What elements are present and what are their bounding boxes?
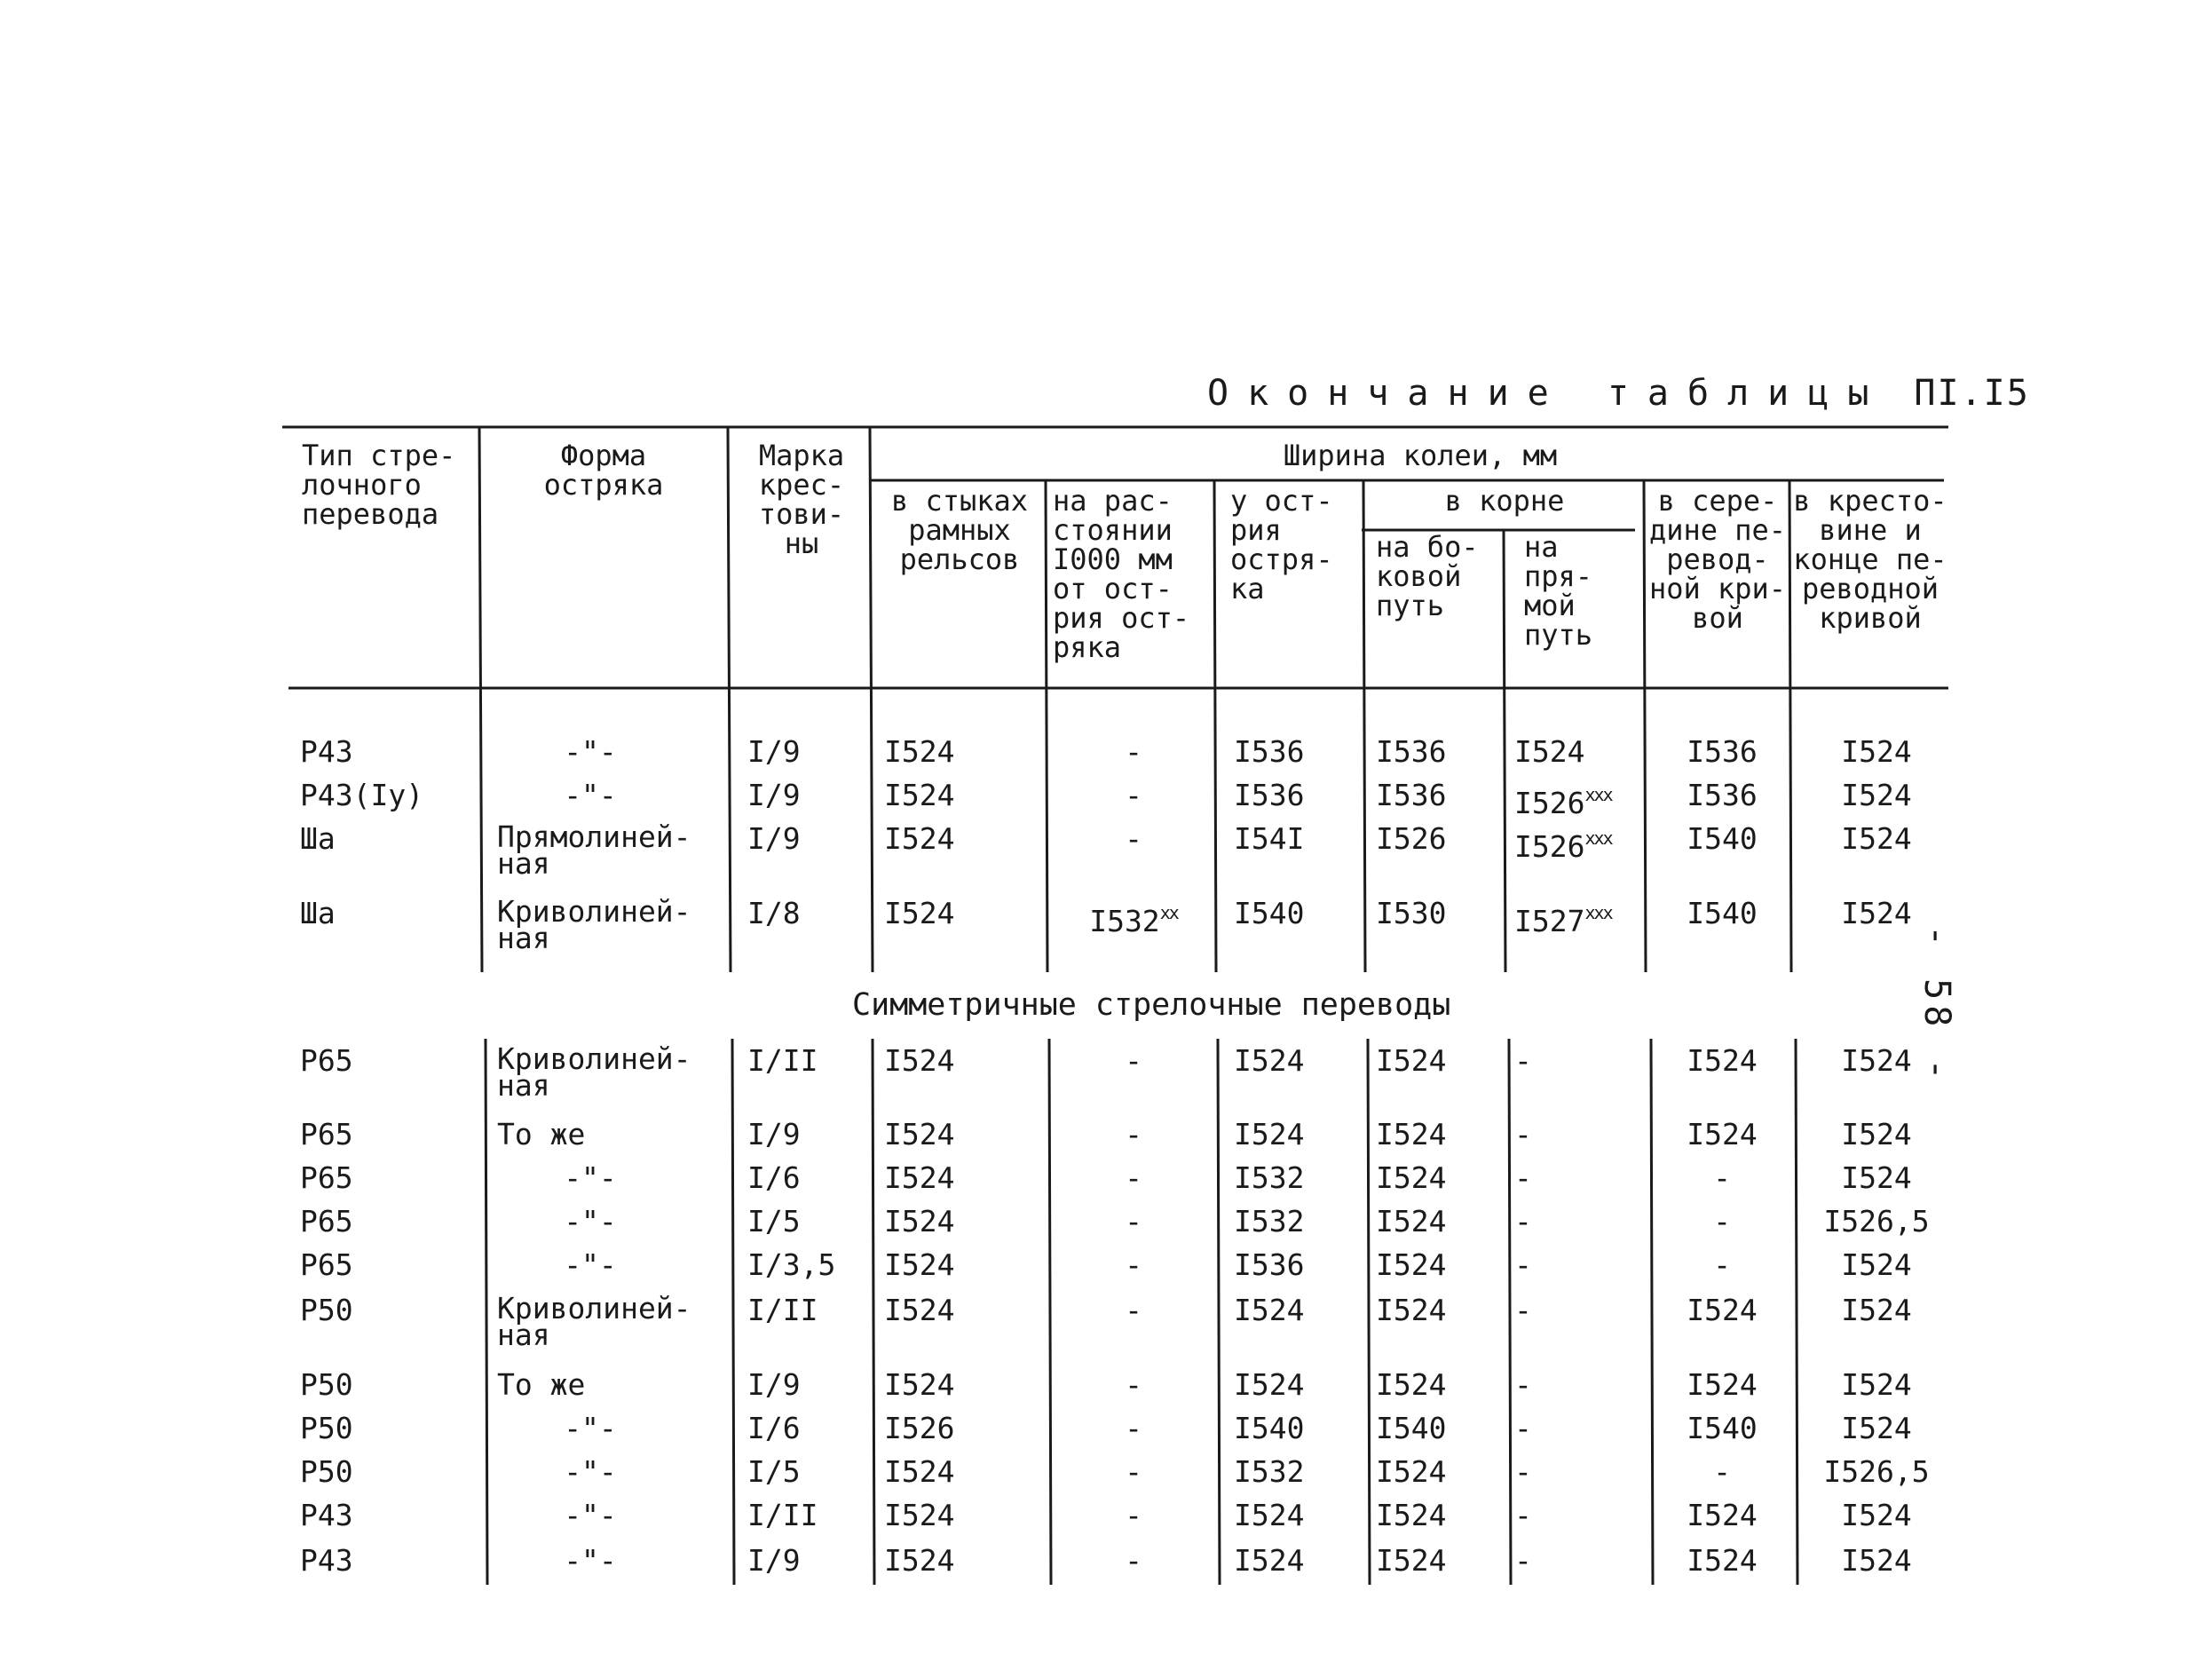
cell-distance: -	[1125, 1367, 1142, 1402]
cell-frog-end: I524	[1841, 1247, 1912, 1282]
cell-frog-end: I524	[1841, 1498, 1912, 1532]
footnote-mark: xx	[1159, 902, 1178, 923]
cell-type: Ша	[300, 821, 336, 856]
cell-type: Р50	[300, 1454, 353, 1489]
header-form: Форма остряка	[543, 439, 664, 502]
cell-straight: -	[1514, 1117, 1532, 1152]
header-frog-end: в кресто- вине и конце пе- реводной кривой	[1793, 484, 1947, 635]
cell-straight: I527$^{xxx}$	[1514, 902, 1612, 938]
cell-form: -"-	[564, 1454, 617, 1489]
cell-frog-end: I526,5	[1823, 1454, 1930, 1489]
header-middle-curve: в сере- дине пе- ревод- ной кри- вой	[1648, 484, 1787, 635]
cell-type: Р50	[300, 1411, 353, 1445]
cell-form: То же	[497, 1117, 586, 1152]
cell-distance: -	[1125, 1204, 1142, 1239]
cell-mark: I/6	[747, 1160, 801, 1195]
cell-mark: I/9	[747, 1117, 801, 1152]
cell-joints: I524	[884, 1160, 955, 1195]
section-title: Симметричные стрелочные переводы	[852, 987, 1451, 1023]
cell-form: Криволиней- ная	[497, 1041, 691, 1103]
cell-middle: I524	[1687, 1117, 1758, 1152]
cell-mark: I/9	[747, 1543, 801, 1578]
cell-mark: I/6	[747, 1411, 801, 1445]
cell-frog-end: I524	[1841, 821, 1912, 856]
footnote-mark: xxx	[1584, 902, 1612, 923]
cell-tip: I524	[1234, 1293, 1305, 1327]
cell-type: Р50	[300, 1367, 353, 1402]
table-number: ПI.I5	[1914, 373, 2030, 414]
cell-joints: I524	[884, 1543, 955, 1578]
cell-middle: I540	[1687, 821, 1758, 856]
cell-frog-end: I526,5	[1823, 1204, 1930, 1239]
cell-tip: I524	[1234, 1367, 1305, 1402]
cell-straight: -	[1514, 1498, 1532, 1532]
cell-joints: I524	[884, 1498, 955, 1532]
cell-tip: I532	[1234, 1204, 1305, 1239]
cell-type: Р43(Iу)	[300, 778, 424, 812]
cell-straight: -	[1514, 1543, 1532, 1578]
header-side-track: на бо- ковой путь	[1376, 530, 1479, 622]
cell-form: Прямолиней- ная	[497, 819, 691, 881]
cell-frog-end: I524	[1841, 1411, 1912, 1445]
cell-type: Р65	[300, 1117, 353, 1152]
cell-straight: -	[1514, 1411, 1532, 1445]
cell-mark: I/5	[747, 1454, 801, 1489]
cell-form: Криволиней- ная	[497, 894, 691, 955]
cell-side: I536	[1376, 734, 1447, 769]
cell-mark: I/9	[747, 734, 801, 769]
cell-side: I524	[1376, 1293, 1447, 1327]
cell-side: I524	[1376, 1160, 1447, 1195]
cell-mark: I/9	[747, 1367, 801, 1402]
cell-straight: I526$^{xxx}$	[1514, 827, 1612, 864]
cell-joints: I524	[884, 1204, 955, 1239]
cell-mark: I/9	[747, 778, 801, 812]
header-type: Тип стре- лочного перевода	[302, 439, 456, 531]
cell-form: -"-	[564, 734, 617, 769]
cell-middle: -	[1713, 1160, 1731, 1195]
cell-form: -"-	[564, 1498, 617, 1532]
cell-mark: I/9	[747, 821, 801, 856]
cell-side: I524	[1376, 1043, 1447, 1078]
cell-side: I540	[1376, 1411, 1447, 1445]
cell-type: Ша	[300, 896, 336, 930]
cell-middle: I524	[1687, 1293, 1758, 1327]
cell-distance: -	[1125, 1043, 1142, 1078]
cell-mark: I/5	[747, 1204, 801, 1239]
cell-straight: I524	[1514, 734, 1585, 769]
cell-mark: I/3,5	[747, 1247, 836, 1282]
cell-distance: -	[1125, 1498, 1142, 1532]
cell-middle: I536	[1687, 734, 1758, 769]
cell-tip: I536	[1234, 1247, 1305, 1282]
cell-tip: I536	[1234, 734, 1305, 769]
cell-frog-end: I524	[1841, 1043, 1912, 1078]
cell-straight: -	[1514, 1293, 1532, 1327]
cell-form: То же	[497, 1367, 586, 1402]
cell-tip: I540	[1234, 1411, 1305, 1445]
cell-straight: -	[1514, 1043, 1532, 1078]
cell-frog-end: I524	[1841, 1543, 1912, 1578]
cell-type: Р65	[300, 1247, 353, 1282]
page-number: - 58 -	[1916, 925, 1957, 1086]
cell-joints: I524	[884, 778, 955, 812]
cell-tip: I524	[1234, 1543, 1305, 1578]
cell-form: -"-	[564, 1247, 617, 1282]
cell-middle: I524	[1687, 1498, 1758, 1532]
cell-distance: -	[1125, 1543, 1142, 1578]
cell-distance: -	[1125, 778, 1142, 812]
cell-joints: I526	[884, 1411, 955, 1445]
cell-middle: I540	[1687, 896, 1758, 930]
cell-joints: I524	[884, 896, 955, 930]
header-track-width: Ширина колеи, мм	[1283, 439, 1558, 472]
cell-tip: I540	[1234, 896, 1305, 930]
cell-middle: I524	[1687, 1043, 1758, 1078]
cell-type: Р65	[300, 1043, 353, 1078]
cell-distance: -	[1125, 1454, 1142, 1489]
cell-tip: I532	[1234, 1454, 1305, 1489]
cell-side: I524	[1376, 1204, 1447, 1239]
cell-joints: I524	[884, 1117, 955, 1152]
cell-type: Р50	[300, 1293, 353, 1327]
cell-straight: -	[1514, 1160, 1532, 1195]
cell-type: Р65	[300, 1204, 353, 1239]
cell-distance: -	[1125, 1247, 1142, 1282]
cell-type: Р43	[300, 1498, 353, 1532]
cell-joints: I524	[884, 1367, 955, 1402]
cell-form: -"-	[564, 778, 617, 812]
cell-middle: I524	[1687, 1543, 1758, 1578]
cell-distance: I532$^{xx}$	[1089, 902, 1178, 938]
cell-side: I524	[1376, 1117, 1447, 1152]
cell-middle: -	[1713, 1247, 1731, 1282]
cell-straight: -	[1514, 1247, 1532, 1282]
cell-frog-end: I524	[1841, 734, 1912, 769]
cell-middle: -	[1713, 1204, 1731, 1239]
cell-distance: -	[1125, 1411, 1142, 1445]
header-distance: на рас- стоянии I000 мм от ост- рия ост- ряка	[1053, 484, 1190, 664]
footnote-mark: xxx	[1584, 827, 1612, 849]
header-straight-track: на пря- мой путь	[1524, 530, 1593, 652]
cell-straight: -	[1514, 1454, 1532, 1489]
cell-mark: I/8	[747, 896, 801, 930]
cell-frog-end: I524	[1841, 778, 1912, 812]
cell-form: -"-	[564, 1543, 617, 1578]
cell-joints: I524	[884, 734, 955, 769]
cell-side: I524	[1376, 1454, 1447, 1489]
cell-type: Р43	[300, 734, 353, 769]
cell-mark: I/II	[747, 1498, 818, 1532]
cell-joints: I524	[884, 821, 955, 856]
cell-distance: -	[1125, 821, 1142, 856]
cell-middle: I540	[1687, 1411, 1758, 1445]
cell-middle: I536	[1687, 778, 1758, 812]
cell-tip: I524	[1234, 1117, 1305, 1152]
header-tip: у ост- рия остря- ка	[1230, 484, 1333, 605]
cell-mark: I/II	[747, 1043, 818, 1078]
cell-side: I536	[1376, 778, 1447, 812]
cell-form: -"-	[564, 1160, 617, 1195]
header-root: в корне	[1444, 484, 1565, 518]
footnote-mark: xxx	[1584, 784, 1612, 805]
cell-mark: I/II	[747, 1293, 818, 1327]
cell-side: I524	[1376, 1367, 1447, 1402]
cell-joints: I524	[884, 1043, 955, 1078]
cell-joints: I524	[884, 1247, 955, 1282]
cell-tip: I536	[1234, 778, 1305, 812]
cell-type: Р43	[300, 1543, 353, 1578]
cell-distance: -	[1125, 1117, 1142, 1152]
cell-tip: I54I	[1234, 821, 1305, 856]
cell-frog-end: I524	[1841, 896, 1912, 930]
cell-form: Криволиней- ная	[497, 1291, 691, 1352]
cell-frog-end: I524	[1841, 1160, 1912, 1195]
cell-frog-end: I524	[1841, 1367, 1912, 1402]
cell-tip: I532	[1234, 1160, 1305, 1195]
cell-tip: I524	[1234, 1043, 1305, 1078]
header-mark: Марка крес- тови- ны	[758, 439, 845, 560]
cell-type: Р65	[300, 1160, 353, 1195]
cell-joints: I524	[884, 1454, 955, 1489]
cell-form: -"-	[564, 1411, 617, 1445]
cell-straight: -	[1514, 1367, 1532, 1402]
cell-side: I524	[1376, 1247, 1447, 1282]
cell-straight: -	[1514, 1204, 1532, 1239]
cell-frog-end: I524	[1841, 1293, 1912, 1327]
cell-joints: I524	[884, 1293, 955, 1327]
cell-side: I524	[1376, 1498, 1447, 1532]
cell-side: I526	[1376, 821, 1447, 856]
cell-tip: I524	[1234, 1498, 1305, 1532]
cell-side: I530	[1376, 896, 1447, 930]
cell-distance: -	[1125, 1293, 1142, 1327]
cell-middle: -	[1713, 1454, 1731, 1489]
header-joints: в стыках рамных рельсов	[890, 484, 1029, 576]
cell-form: -"-	[564, 1204, 617, 1239]
cell-straight: I526$^{xxx}$	[1514, 784, 1612, 820]
cell-distance: -	[1125, 1160, 1142, 1195]
caption-text: Окончание таблицы	[1207, 373, 1888, 414]
cell-distance: -	[1125, 734, 1142, 769]
cell-side: I524	[1376, 1543, 1447, 1578]
cell-middle: I524	[1687, 1367, 1758, 1402]
cell-frog-end: I524	[1841, 1117, 1912, 1152]
